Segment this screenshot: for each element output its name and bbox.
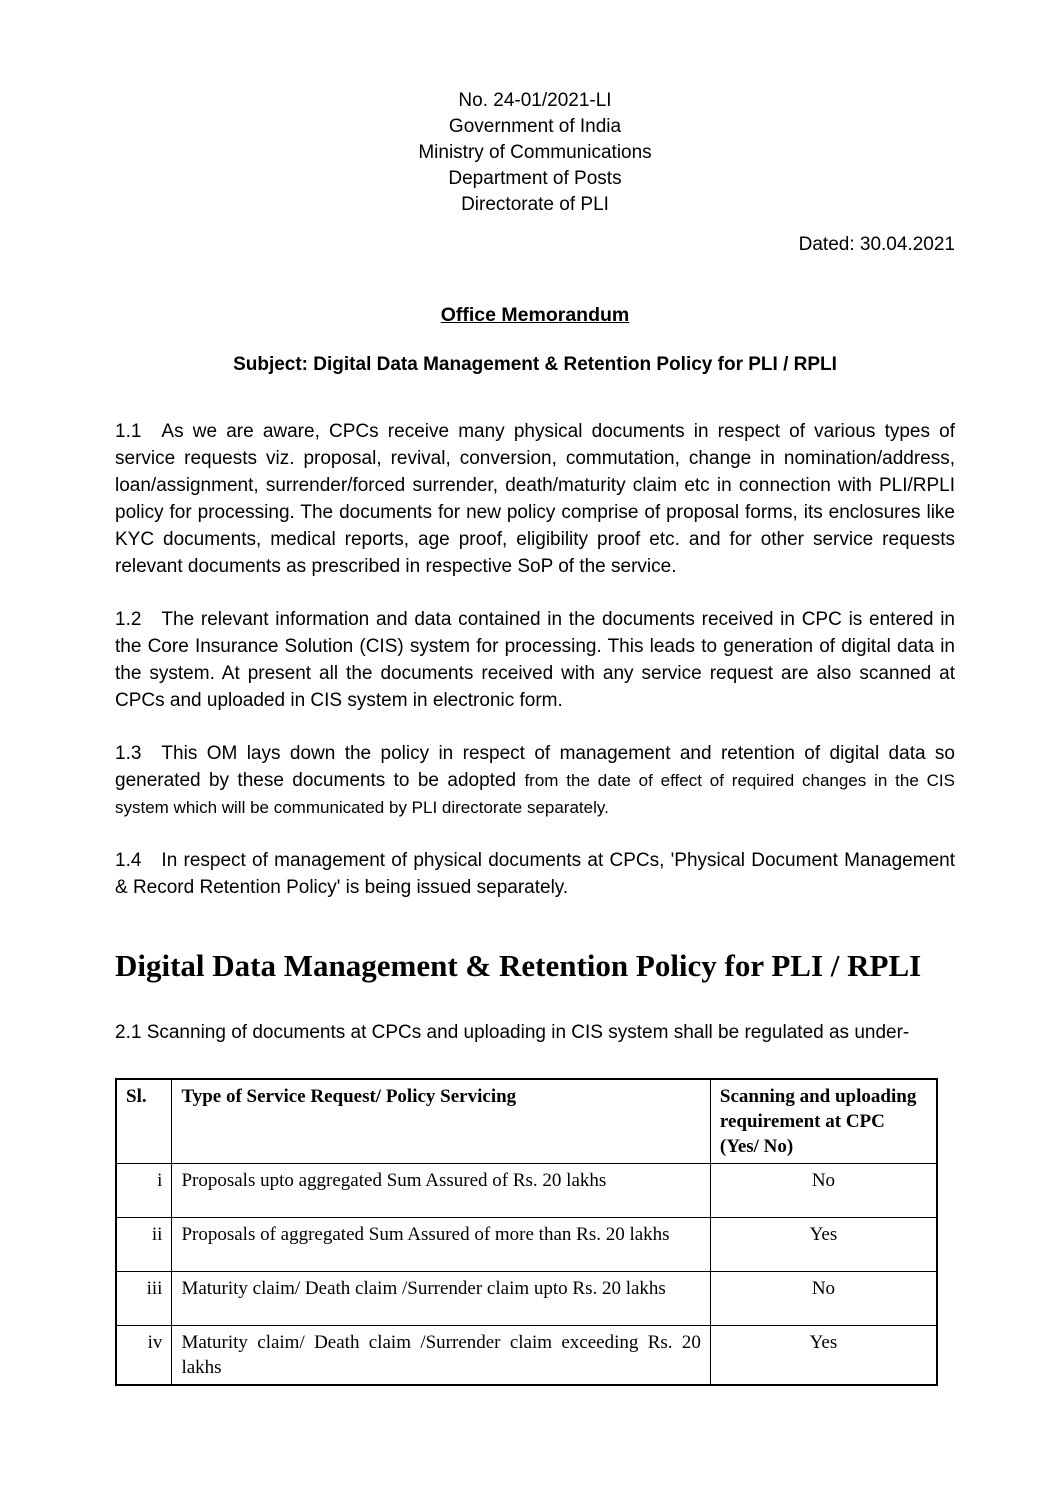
paragraph-number: 1.3 xyxy=(115,743,142,764)
policy-table xyxy=(115,1078,938,1386)
cell-requirement: No xyxy=(710,1272,937,1326)
paragraph-number: 1.2 xyxy=(115,609,142,630)
paragraph-text-small: from the date of effect of required changes in the CIS system which will be communicated by PLI directorate separately. xyxy=(115,771,955,817)
clause-2-1: 2.1 Scanning of documents at CPCs and uploading in CIS system shall be regulated as under- xyxy=(115,1022,910,1043)
cell-sl: i xyxy=(116,1164,172,1218)
paragraph-number: 1.1 xyxy=(115,421,142,442)
paragraph-text: In respect of management of physical documents at CPCs, 'Physical Document Management & Record Retention Policy' is being issued separately. xyxy=(115,850,955,898)
table-row xyxy=(116,1326,937,1386)
cell-type: Proposals of aggregated Sum Assured of more than Rs. 20 lakhs xyxy=(172,1218,710,1272)
org-line-ministry: Ministry of Communications xyxy=(418,142,652,163)
letterhead xyxy=(115,88,955,218)
cell-type: Maturity claim/ Death claim /Surrender claim upto Rs. 20 lakhs xyxy=(172,1272,710,1326)
org-line-government: Government of India xyxy=(448,116,622,137)
cell-requirement: No xyxy=(710,1164,937,1218)
header-requirement: Scanning and uploading requirement at CPC (Yes/ No) xyxy=(710,1079,937,1164)
paragraph-text: The relevant information and data contained in the documents received in CPC is entered in the Core Insurance Solution (CIS) system for processing. This leads to generation of digital data in the system. At present all the documents received with any service request are also scanned at CPCs and uploaded in CIS system in electronic form. xyxy=(115,609,955,711)
cell-type: Maturity claim/ Death claim /Surrender claim exceeding Rs. 20 lakhs xyxy=(172,1326,710,1386)
cell-sl: ii xyxy=(116,1218,172,1272)
table-row xyxy=(116,1218,937,1272)
header-type: Type of Service Request/ Policy Servicing xyxy=(172,1079,710,1164)
cell-sl: iv xyxy=(116,1326,172,1386)
dated-line: Dated: 30.04.2021 xyxy=(798,234,955,255)
paragraph-text: This OM lays down the policy in respect of management and retention of digital data so generated by these documents to be adopted xyxy=(115,743,955,791)
org-line-department: Department of Posts xyxy=(448,168,622,189)
paragraph-1-1 xyxy=(115,418,955,580)
paragraph-1-4 xyxy=(115,847,955,901)
table-header-row xyxy=(116,1079,937,1164)
policy-section-heading: Digital Data Management & Retention Policy for PLI / RPLI xyxy=(115,948,922,983)
memo-title: Office Memorandum xyxy=(440,304,630,326)
paragraph-1-3 xyxy=(115,740,955,821)
table-row xyxy=(116,1164,937,1218)
org-line-directorate: Directorate of PLI xyxy=(461,194,609,215)
reference-number: No. 24-01/2021-LI xyxy=(458,90,612,111)
cell-sl: iii xyxy=(116,1272,172,1326)
memo-title-row xyxy=(115,304,955,327)
paragraph-number: 1.4 xyxy=(115,850,142,871)
cell-type: Proposals upto aggregated Sum Assured of Rs. 20 lakhs xyxy=(172,1164,710,1218)
cell-requirement: Yes xyxy=(710,1218,937,1272)
paragraph-1-2 xyxy=(115,606,955,714)
header-sl: Sl. xyxy=(116,1079,172,1164)
cell-requirement: Yes xyxy=(710,1326,937,1386)
paragraph-text: As we are aware, CPCs receive many physical documents in respect of various types of service requests viz. proposal, revival, conversion, commutation, change in nomination/address, loan/assignment, surrender/forced surrender, death/maturity claim etc in connection with PLI/RPLI policy for processing. The documents for new policy comprise of proposal forms, its enclosures like KYC documents, medical reports, age proof, eligibility proof etc. and for other service requests relevant documents as prescribed in respective SoP of the service. xyxy=(115,421,955,577)
table-row xyxy=(116,1272,937,1326)
subject-line: Subject: Digital Data Management & Retention Policy for PLI / RPLI xyxy=(233,354,837,375)
